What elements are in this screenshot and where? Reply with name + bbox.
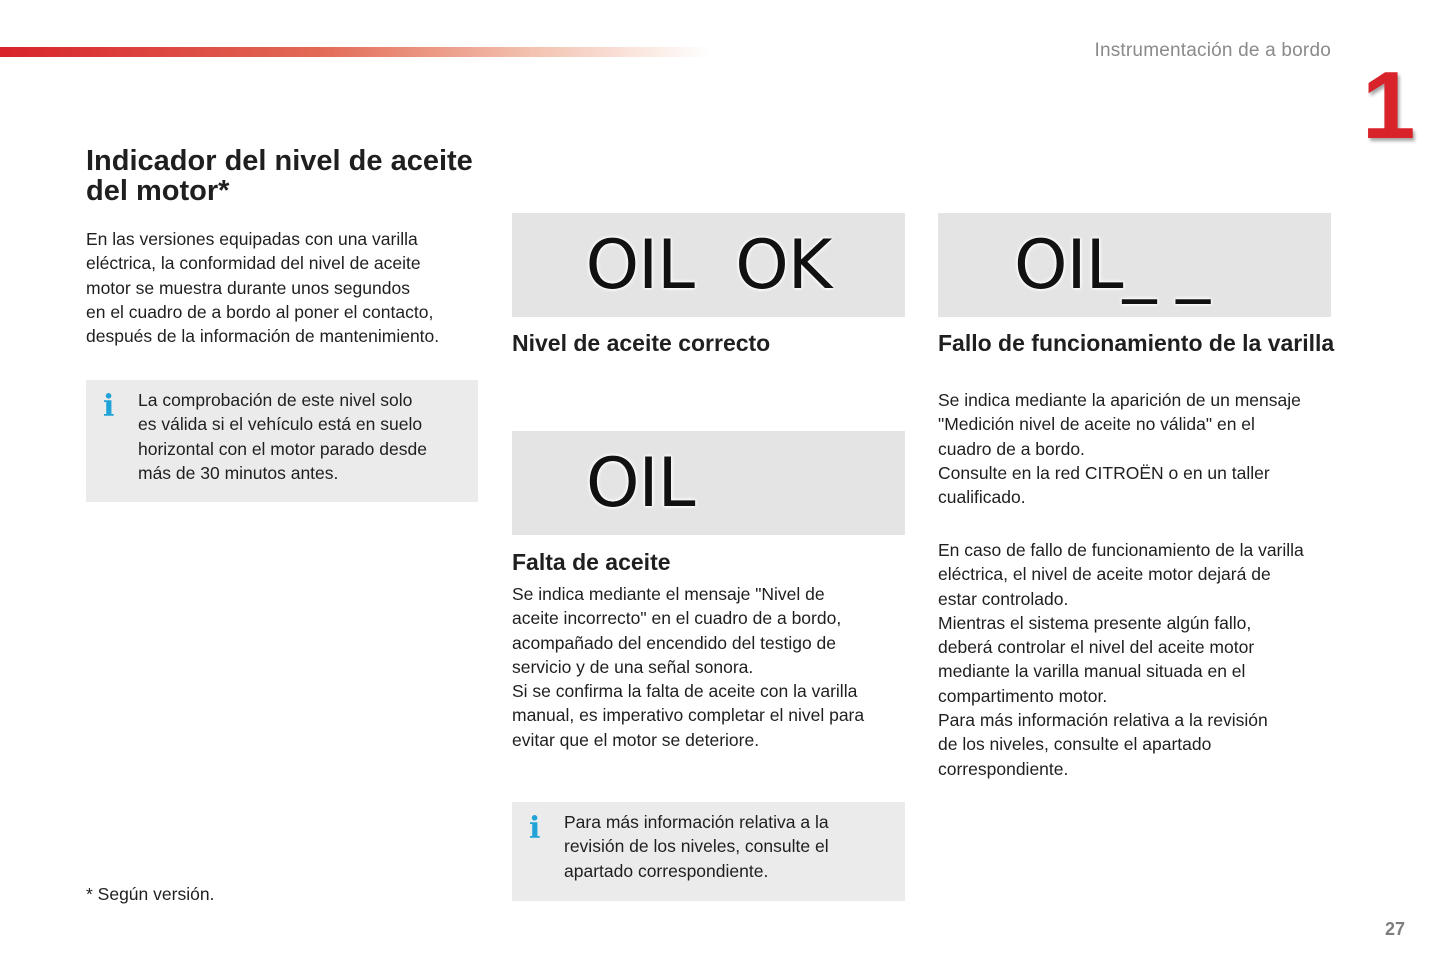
header-accent-bar <box>0 47 710 57</box>
info-icon: i <box>529 811 541 846</box>
info-box-text: La comprobación de este nivel solo es válida si el vehículo está en suelo horizontal con el motor parado desde más de 30 minutos antes. <box>138 390 427 483</box>
fault-followup-paragraph: En caso de fallo de funcionamiento de la varilla eléctrica, el nivel de aceite motor dejará de estar controlado. Mientras el sistema presente algún fallo, deberá controlar el nivel del aceite motor mediante la varilla manual situada en el compartimento motor. Para más información relativa a la revisión de los niveles, consulte el apartado correspondiente. <box>938 540 1304 779</box>
chapter-number: 1 <box>1362 52 1416 159</box>
info-box-level-check <box>86 380 478 502</box>
display-oil-low-text: OIL <box>586 443 695 523</box>
display-oil-fault-text: OIL_ _ <box>1014 225 1210 305</box>
low-oil-paragraph: Se indica mediante el mensaje "Nivel de aceite incorrecto" en el cuadro de a bordo, acompañado del encendido del testigo de servicio y de una señal sonora. Si se confirma la falta de aceite con la varilla manual, es imperativo completar el nivel para evitar que el motor se deteriore. <box>512 584 865 750</box>
display-oil-low <box>512 431 905 535</box>
section-title: Instrumentación de a bordo <box>1094 40 1331 61</box>
footnote: * Según versión. <box>86 884 215 904</box>
display-oil-fault <box>938 213 1331 317</box>
info-icon: i <box>103 389 115 424</box>
info-box-levels <box>512 802 905 901</box>
oil-ok-heading: Nivel de aceite correcto <box>512 330 771 356</box>
page-title: Indicador del nivel de aceite del motor* <box>86 145 473 207</box>
display-oil-ok <box>512 213 905 317</box>
low-oil-heading: Falta de aceite <box>512 549 671 575</box>
fault-heading: Fallo de funcionamiento de la varilla <box>938 330 1335 356</box>
intro-paragraph: En las versiones equipadas con una varilla eléctrica, la conformidad del nivel de aceite motor se muestra durante unos segundos en el cuadro de a bordo al poner el contacto, después de la información de mantenimiento. <box>86 229 440 347</box>
fault-paragraph: Se indica mediante la aparición de un mensaje "Medición nivel de aceite no válida" en el cuadro de a bordo. Consulte en la red CITROËN o en un taller cualificado. <box>938 390 1301 508</box>
page-number: 27 <box>1384 919 1405 939</box>
info-box-text: Para más información relativa a la revisión de los niveles, consulte el apartado correspondiente. <box>564 812 829 881</box>
display-oil-ok-text: OIL OK <box>585 225 832 305</box>
